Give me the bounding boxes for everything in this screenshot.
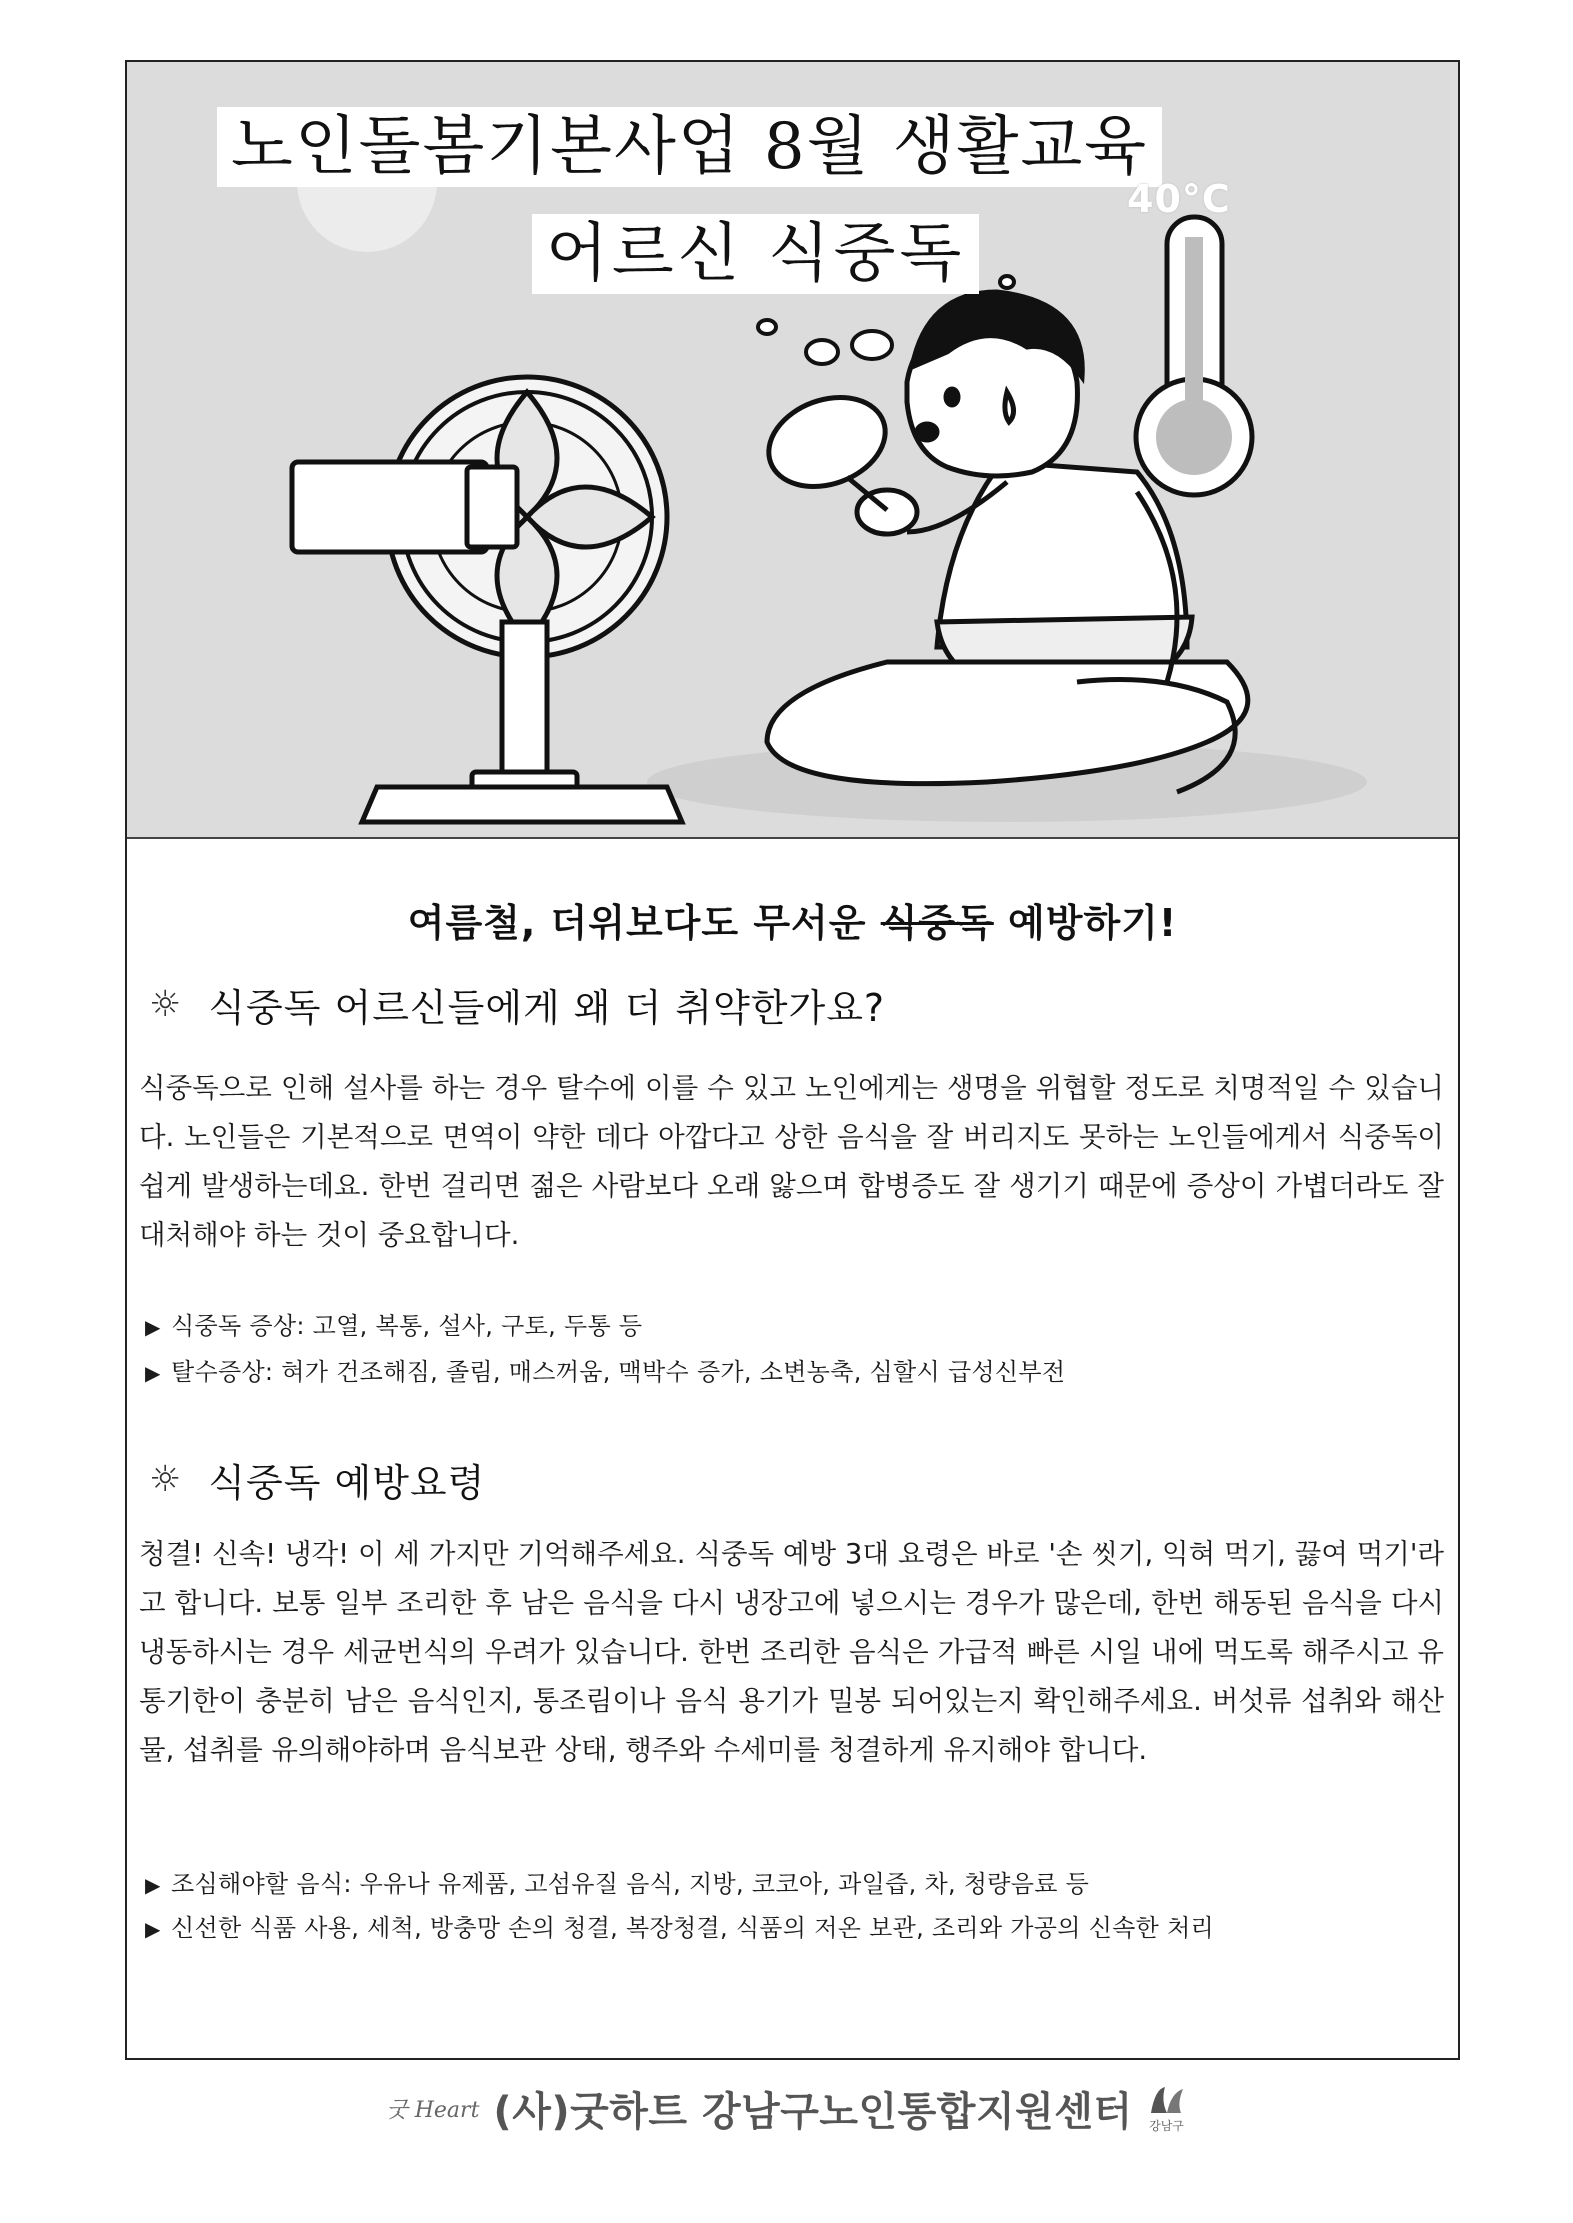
organization-name: (사)굿하트 강남구노인통합지원센터 [493,2089,1133,2135]
section-2-bullet-1 [145,1864,1089,1899]
section-1-bullet-2 [145,1352,1065,1387]
thermometer-icon [1136,217,1252,495]
section-2-paragraph: 청결! 신속! 냉각! 이 세 가지만 기억해주세요. 식중독 예방 3대 요령은 바로 '손 씻기, 익혀 먹기, 끓여 먹기'라고 합니다. 보통 일부 조리한 후 남은 음식을 다시 냉장고에 넣으시는 경우가 많은데, 한번 해동된 음식을 다시 냉동하시는 경우 세균번식의 우려가 있습니다. 한번 조리한 음식은 가급적 빠른 시일 내에 먹도록 해주시고 유통기한이 충분히 남은 음식인지, 통조림이나 음식 용기가 밀봉 되어있는지 확인해주세요. 버섯류 섭취와 해산물, 섭취를 유의해야하며 음식보관 상태, 행주와 수세미를 청결하게 유지해야 합니다. [139,1538,1444,1766]
sun-icon: ☼ [149,984,183,1025]
footer [0,2080,1573,2137]
sun-icon: ☼ [149,1459,183,1500]
gangnam-emblem [1147,2083,1187,2134]
title-line-1: 노인돌봄기본사업 8월 생활교육 [217,107,1162,187]
bullet-arrow-icon: ▶ [145,1873,161,1897]
headline-struck-word: 식중독 [880,901,994,945]
section-1-paragraph: 식중독으로 인해 설사를 하는 경우 탈수에 이를 수 있고 노인에게는 생명을 위협할 정도로 치명적일 수 있습니다. 노인들은 기본적으로 면역이 약한 데다 아깝다고 상한 음식을 잘 버리지도 못하는 노인들에게서 식중독이 쉽게 발생하는데요. 한번 걸리면 젊은 사람보다 오래 앓으며 합병증도 잘 생기기 때문에 증상이 가볍더라도 잘 대처해야 하는 것이 중요합니다. [139,1072,1444,1251]
section-2-title-text: 식중독 예방요령 [208,1461,486,1505]
electric-fan-icon [292,377,682,822]
bullet-arrow-icon: ▶ [145,1315,161,1339]
temperature-label: 40°C [1127,177,1231,221]
good-heart-logo: 굿 Heart [386,2098,480,2123]
emblem-label: 강남구 [1149,2119,1184,2133]
bullet-text: 신선한 식품 사용, 세척, 방충망 손의 청결, 복장청결, 식품의 저온 보관, 조리와 가공의 신속한 처리 [171,1914,1215,1942]
section-1-title-text: 식중독 어르신들에게 왜 더 취약한가요? [208,986,886,1030]
section-2-title [149,1452,485,1507]
title-line-2: 어르신 식중독 [532,214,979,294]
gangnam-emblem-icon [1147,2083,1187,2117]
bullet-text: 식중독 증상: 고열, 복통, 설사, 구토, 두통 등 [171,1312,643,1340]
document-frame [125,60,1460,2060]
headline-before: 여름철, 더위보다도 무서운 [407,901,881,945]
section-1-bullet-1 [145,1306,642,1341]
main-headline [127,892,1458,947]
section-2-bullet-2 [145,1908,1214,1943]
hero-illustration [127,62,1458,839]
bullet-text: 조심해야할 음식: 우유나 유제품, 고섬유질 음식, 지방, 코코아, 과일즙, 차, 청량음료 등 [171,1870,1090,1898]
section-1-title [149,977,885,1032]
bullet-text: 탈수증상: 혀가 건조해짐, 졸림, 매스꺼움, 맥박수 증가, 소변농축, 심할시 급성신부전 [171,1358,1066,1386]
bullet-arrow-icon: ▶ [145,1361,161,1385]
bullet-arrow-icon: ▶ [145,1917,161,1941]
headline-after: 예방하기! [993,901,1178,945]
